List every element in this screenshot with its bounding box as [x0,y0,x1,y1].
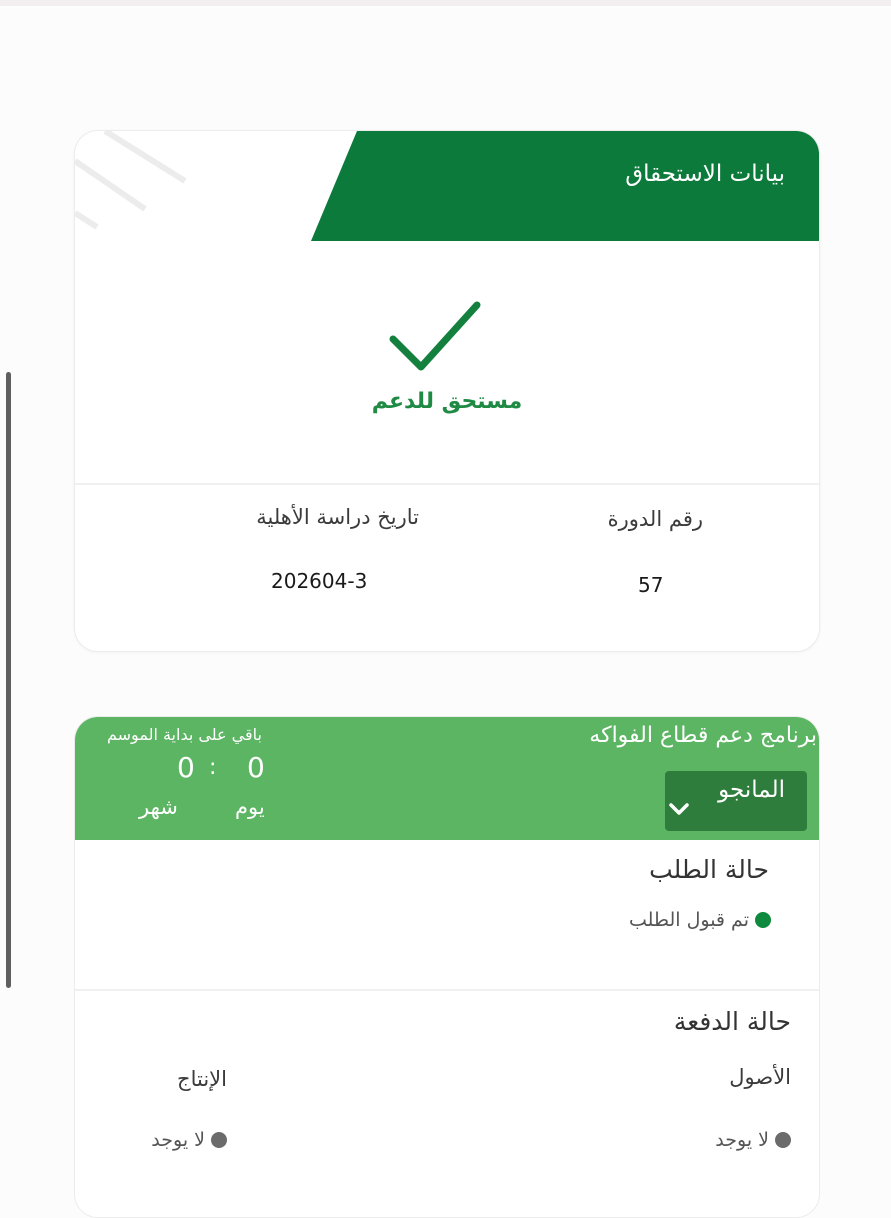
production-label: الإنتاج [177,1067,227,1091]
request-status-value [629,909,771,931]
program-title: برنامج دعم قطاع الفواكه [589,723,817,748]
crop-select-value: المانجو [718,777,785,803]
chevron-down-icon [667,801,691,817]
status-dot-icon [755,912,771,928]
divider [75,483,819,485]
production-value-text: لا يوجد [151,1129,205,1151]
request-status-text: تم قبول الطلب [628,909,749,931]
assets-label: الأصول [729,1065,791,1089]
study-date-value: 202604-3 [271,569,368,593]
payment-status-title: حالة الدفعة [673,1007,791,1036]
request-status-title: حالة الطلب [649,855,769,884]
eligibility-title: بيانات الاستحقاق [625,161,785,187]
countdown-separator: : [209,755,217,780]
production-value [151,1129,227,1151]
scrollbar[interactable] [6,372,11,988]
study-date-label: تاريخ دراسة الأهلية [256,505,419,529]
top-strip [0,0,891,6]
divider [75,989,819,991]
eligibility-status: مستحق للدعم [371,389,523,414]
cycle-value: 57 [638,573,664,597]
eligibility-card [74,130,820,652]
status-dot-icon [211,1132,227,1148]
cycle-label: رقم الدورة [607,507,703,531]
assets-value [715,1129,791,1151]
months-count: 0 [177,751,195,784]
countdown-caption: باقي على بداية الموسم [107,725,262,744]
assets-value-text: لا يوجد [715,1129,769,1151]
status-dot-icon [775,1132,791,1148]
days-label: يوم [235,795,265,819]
days-count: 0 [247,751,265,784]
checkmark-icon [385,299,485,379]
crop-select[interactable] [665,771,807,831]
months-label: شهر [139,795,178,819]
program-card [74,716,820,1218]
program-header [75,717,819,840]
